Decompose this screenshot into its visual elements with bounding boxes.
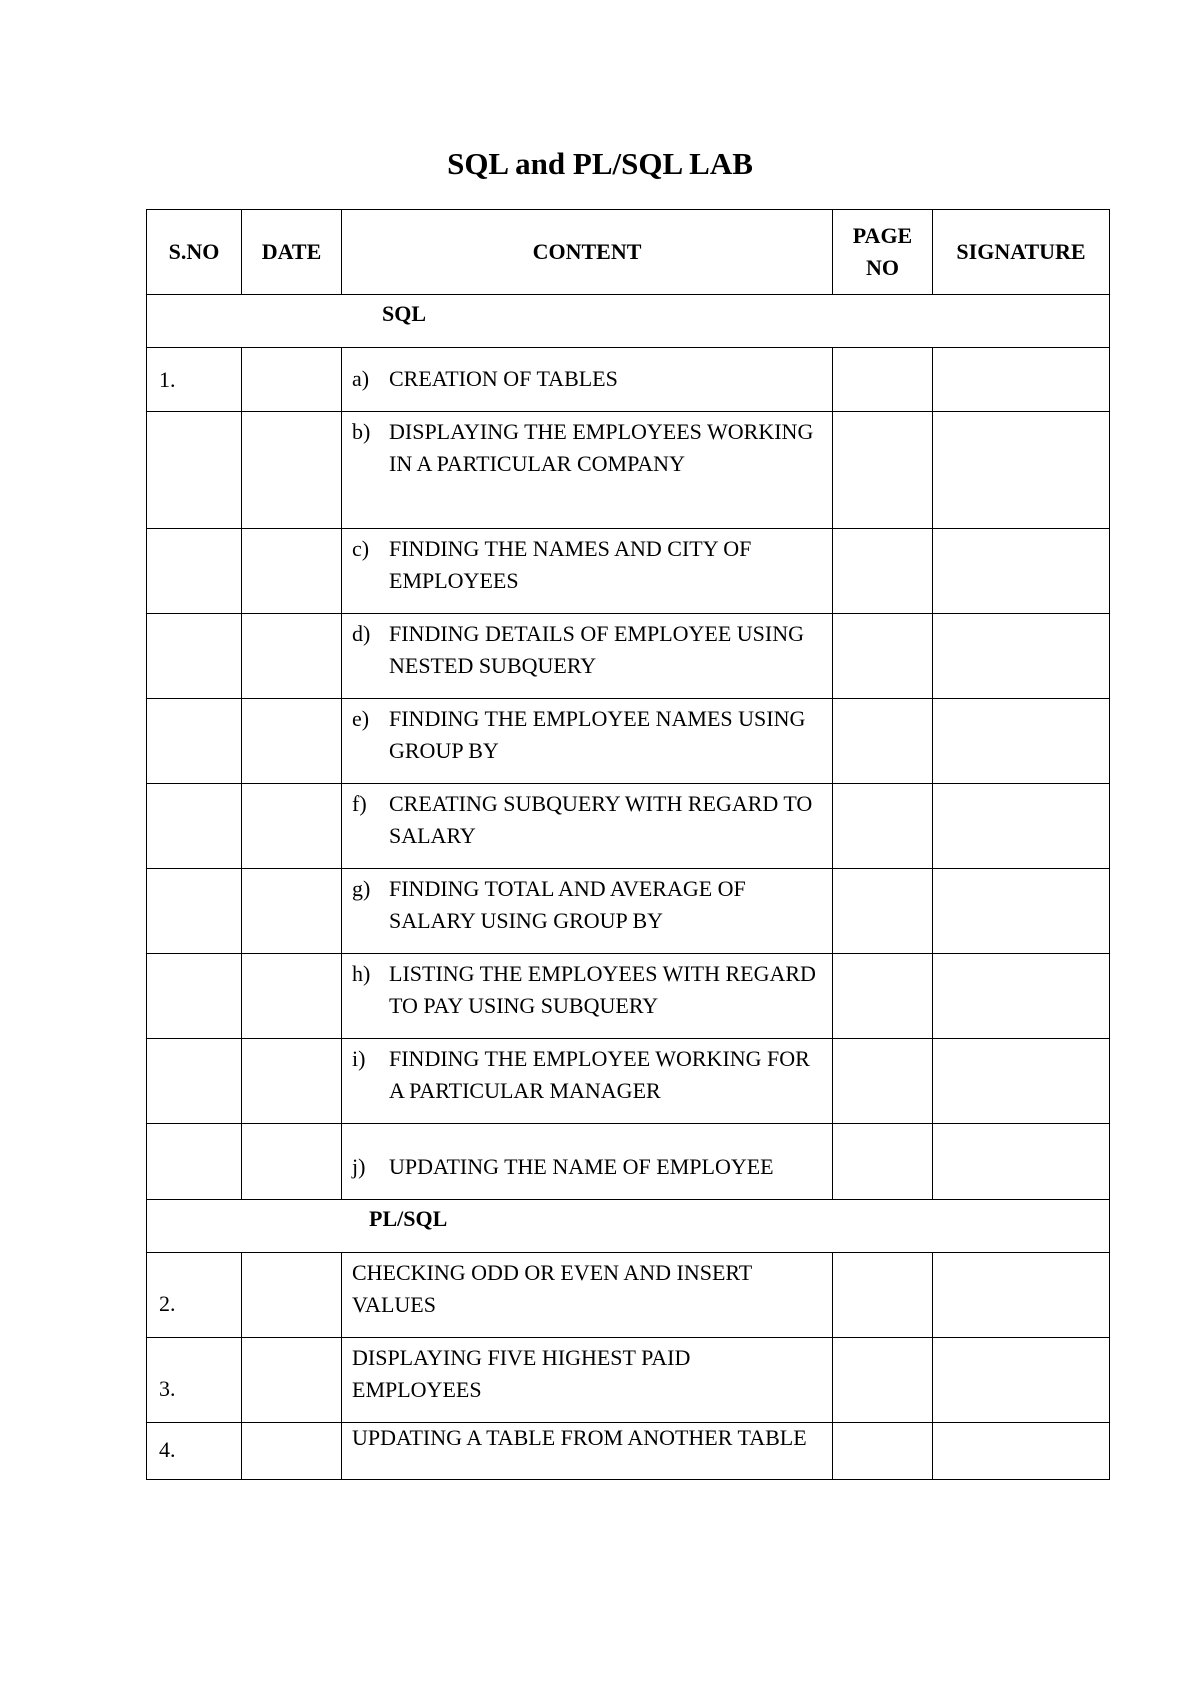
content-cell xyxy=(342,529,833,614)
page-no-cell xyxy=(833,699,933,784)
item-letter: b) xyxy=(352,419,371,444)
content-cell xyxy=(342,699,833,784)
header-page-no-line1: PAGE xyxy=(852,223,913,248)
date-cell xyxy=(242,1253,342,1338)
date-cell xyxy=(242,529,342,614)
table-row xyxy=(147,348,1110,412)
page-no-cell xyxy=(833,1039,933,1124)
item-letter: g) xyxy=(352,876,371,901)
table-row xyxy=(147,1338,1110,1423)
signature-cell xyxy=(933,1253,1110,1338)
table-row xyxy=(147,699,1110,784)
signature-cell xyxy=(933,1423,1110,1480)
header-sno: S.NO xyxy=(147,210,242,295)
date-cell xyxy=(242,614,342,699)
item-letter: a) xyxy=(352,365,370,391)
page-title: SQL and PL/SQL LAB xyxy=(447,146,753,181)
content-cell xyxy=(342,614,833,699)
content-cell xyxy=(342,412,833,529)
item-letter: e) xyxy=(352,706,370,731)
date-cell xyxy=(242,784,342,869)
page-no-cell xyxy=(833,1253,933,1338)
table-row xyxy=(147,614,1110,699)
header-date: DATE xyxy=(242,210,342,295)
content-cell xyxy=(342,784,833,869)
item-text: CREATING SUBQUERY WITH REGARD TO SALARY xyxy=(389,791,813,848)
page-no-cell xyxy=(833,529,933,614)
content-cell xyxy=(342,1039,833,1124)
content-cell xyxy=(342,954,833,1039)
header-page-no xyxy=(833,210,933,295)
sno-cell: 4. xyxy=(147,1423,242,1480)
item-letter: j) xyxy=(352,1153,366,1179)
sno-cell xyxy=(147,784,242,869)
signature-cell xyxy=(933,412,1110,529)
signature-cell xyxy=(933,1039,1110,1124)
sno-cell xyxy=(147,412,242,529)
sno-cell xyxy=(147,529,242,614)
item-letter: i) xyxy=(352,1046,366,1071)
content-cell: DISPLAYING FIVE HIGHEST PAID EMPLOYEES xyxy=(342,1338,833,1423)
sno-cell xyxy=(147,1124,242,1200)
page-no-cell xyxy=(833,954,933,1039)
table-row xyxy=(147,1253,1110,1338)
signature-cell xyxy=(933,954,1110,1039)
page-no-cell xyxy=(833,1338,933,1423)
page-no-cell xyxy=(833,869,933,954)
page-no-cell xyxy=(833,614,933,699)
sno-cell xyxy=(147,869,242,954)
item-text: CREATION OF TABLES xyxy=(389,365,618,391)
date-cell xyxy=(242,699,342,784)
date-cell xyxy=(242,1338,342,1423)
item-text: LISTING THE EMPLOYEES WITH REGARD TO PAY USING SUBQUERY xyxy=(389,961,816,1018)
item-text: FINDING DETAILS OF EMPLOYEE USING NESTED SUBQUERY xyxy=(389,621,805,678)
sno-cell xyxy=(147,614,242,699)
signature-cell xyxy=(933,529,1110,614)
date-cell xyxy=(242,1124,342,1200)
section-row-plsql xyxy=(147,1200,1110,1253)
header-row xyxy=(147,210,1110,295)
signature-cell xyxy=(933,784,1110,869)
sno-cell xyxy=(147,699,242,784)
item-text: FINDING THE EMPLOYEE WORKING FOR A PARTICULAR MANAGER xyxy=(389,1046,810,1103)
content-cell xyxy=(342,869,833,954)
section-row-sql xyxy=(147,295,1110,348)
item-text: FINDING THE NAMES AND CITY OF EMPLOYEES xyxy=(389,536,752,593)
page-no-cell xyxy=(833,348,933,412)
date-cell xyxy=(242,412,342,529)
signature-cell xyxy=(933,348,1110,412)
sno-cell xyxy=(147,1039,242,1124)
section-label-plsql: PL/SQL xyxy=(369,1206,448,1231)
table-row xyxy=(147,1423,1110,1480)
date-cell xyxy=(242,1423,342,1480)
item-letter: h) xyxy=(352,961,371,986)
section-label-sql: SQL xyxy=(382,301,427,326)
date-cell xyxy=(242,1039,342,1124)
table-row xyxy=(147,784,1110,869)
contents-table xyxy=(146,209,1110,1480)
table-row xyxy=(147,869,1110,954)
date-cell xyxy=(242,869,342,954)
item-text: DISPLAYING THE EMPLOYEES WORKING IN A PARTICULAR COMPANY xyxy=(389,419,814,476)
item-text: FINDING THE EMPLOYEE NAMES USING GROUP BY xyxy=(389,706,806,763)
header-signature: SIGNATURE xyxy=(933,210,1110,295)
date-cell xyxy=(242,348,342,412)
page-no-cell xyxy=(833,1124,933,1200)
content-cell xyxy=(342,348,833,412)
date-cell xyxy=(242,954,342,1039)
signature-cell xyxy=(933,869,1110,954)
content-cell: UPDATING A TABLE FROM ANOTHER TABLE xyxy=(342,1423,833,1480)
signature-cell xyxy=(933,614,1110,699)
page-no-cell xyxy=(833,1423,933,1480)
item-text: FINDING TOTAL AND AVERAGE OF SALARY USING GROUP BY xyxy=(389,876,746,933)
content-cell xyxy=(342,1124,833,1200)
sno-cell: 3. xyxy=(147,1338,242,1423)
sno-cell: 2. xyxy=(147,1253,242,1338)
item-letter: d) xyxy=(352,621,371,646)
item-letter: f) xyxy=(352,791,367,816)
item-letter: c) xyxy=(352,536,370,561)
table-row xyxy=(147,954,1110,1039)
content-cell: CHECKING ODD OR EVEN AND INSERT VALUES xyxy=(342,1253,833,1338)
page-no-cell xyxy=(833,412,933,529)
signature-cell xyxy=(933,1338,1110,1423)
table-row xyxy=(147,1039,1110,1124)
table-row xyxy=(147,412,1110,529)
item-text: UPDATING THE NAME OF EMPLOYEE xyxy=(389,1153,774,1179)
table-row xyxy=(147,529,1110,614)
signature-cell xyxy=(933,1124,1110,1200)
page-no-cell xyxy=(833,784,933,869)
header-content: CONTENT xyxy=(342,210,833,295)
sno-cell: 1. xyxy=(147,348,242,412)
signature-cell xyxy=(933,699,1110,784)
sno-cell xyxy=(147,954,242,1039)
table-row xyxy=(147,1124,1110,1200)
header-page-no-line2: NO xyxy=(866,255,899,280)
